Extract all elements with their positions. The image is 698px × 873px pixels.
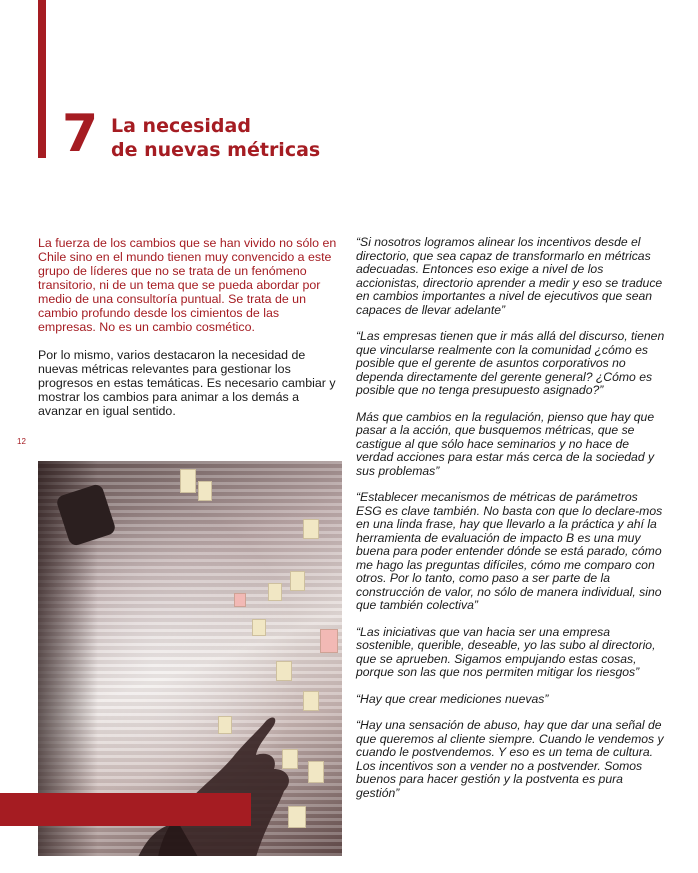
chapter-number: 7 xyxy=(62,104,97,164)
sticky-note xyxy=(290,571,305,591)
page-number: 12 xyxy=(17,437,26,446)
quote: Más que cambios en la regulación, pienso que hay que pasar a la acción, que busquemos métricas, que se castigue al que sólo hace seminarios y no hace de verdad acciones para estar más cerca de la sociedad y sus problemas” xyxy=(356,409,655,478)
sticky-note xyxy=(303,519,319,539)
body-paragraph: Por lo mismo, varios destacaron la necesidad de nuevas métricas relevantes para gestionar los progresos en estas temáticas. Es necesario cambiar y mostrar los cambios para animar a los demás a avanzar en igual sentido. xyxy=(38,348,336,418)
quote: “Si nosotros logramos alinear los incentivos desde el directorio, que sea capaz de transformarlo en métricas adecuadas. Entonces eso exige a nivel de los accionistas, directorio aprender a medir y eso se traduce en cambios importantes a nivel de ejecutivos que sean capaces de llevar adelante” xyxy=(356,235,663,317)
quote: “Las iniciativas que van hacia ser una empresa sostenible, querible, deseable, yo las subo al directorio, que se aprueben. Sigamos empujando estas cosas, porque son las que nos permiten mitigar los riesgos” xyxy=(356,624,656,679)
chapter-title-line-2: de nuevas métricas xyxy=(111,139,321,161)
quote: “Establecer mecanismos de métricas de parámetros ESG es clave también. No basta con que lo declare-mos en una linda frase, hay que llevarlo a la práctica y ahí la herramienta de evaluación de impacto B es una muy buena para poder entender dónde se está parado, cómo me hago las preguntas difíciles, cómo me comparo con otros. Por lo tanto, como paso a ser parte de la construcción de valor, no sólo de manera individual, sino que también colectiva” xyxy=(356,490,663,612)
quotes-column xyxy=(356,236,666,813)
quote: “Hay que crear mediciones nuevas” xyxy=(356,691,549,706)
sticky-note xyxy=(320,629,338,653)
left-column xyxy=(38,236,340,432)
sticky-note xyxy=(180,469,196,493)
sticky-note xyxy=(198,481,212,501)
chapter-title-line-1: La necesidad xyxy=(111,115,251,137)
chapter-title xyxy=(111,114,320,162)
sticky-note xyxy=(234,593,246,607)
sticky-note xyxy=(268,583,282,601)
sticky-note xyxy=(252,619,266,636)
quote: “Hay una sensación de abuso, hay que dar una señal de que queremos al cliente siempre. Cuando le vendemos y cuando le postvendemos. Y eso es un tema de cultura. Los incentivos son a vender no a postvender. Somos buenos para hacer gestión y la postventa es pura gestión” xyxy=(356,718,664,800)
quote: “Las empresas tienen que ir más allá del discurso, tienen que vincularse realmente con la comunidad ¿cómo es posible que el gerente de asuntos corporativos no dependa directamente del gerente general? ¿Cómo es posible que no tenga presupuesto asignado?” xyxy=(356,329,665,397)
lead-paragraph: La fuerza de los cambios que se han vivido no sólo en Chile sino en el mundo tienen muy convencido a este grupo de líderes que no se trata de un fenómeno transitorio, ni de un tema que se pueda abordar por medio de una consultoría puntual. Se trata de un cambio profundo desde los cimientos de las empresas. No es un cambio cosmético. xyxy=(38,236,337,334)
accent-bar xyxy=(38,0,46,158)
red-accent-band xyxy=(0,793,251,826)
